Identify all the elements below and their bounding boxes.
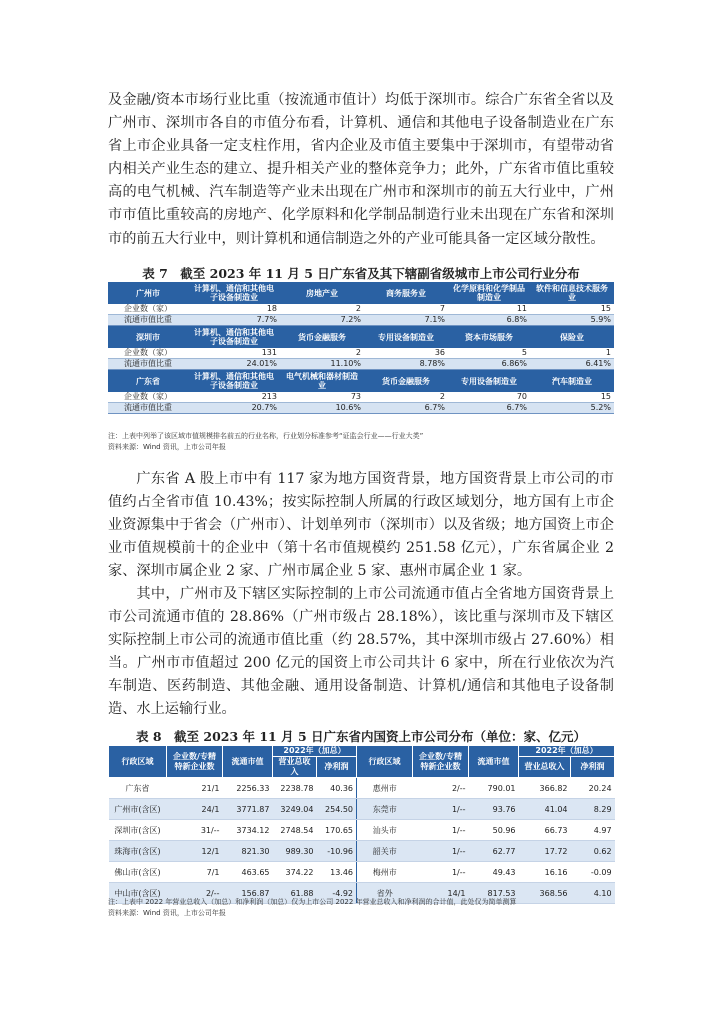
t8-h-revenue: 营业总收入	[273, 757, 317, 778]
t7-count-row	[108, 304, 614, 315]
t8-cell: 7/1	[167, 862, 223, 883]
t8-cell: 广东省	[109, 778, 167, 799]
t8-cell: 3249.04	[273, 799, 317, 820]
t8-cell: 1/--	[413, 841, 469, 862]
t8-cell: 821.30	[223, 841, 273, 862]
paragraph-3: 其中，广州市及下辖区实际控制的上市公司流通市值占全省地方国资背景上市公司流通市值的 28.86%（广州市级占 28.18%），该比重与深圳市及下辖区实际控制上市公司的流通市值比重（约 28.57%，其中深圳市级占 27.60%）相当。广州市市值超过 200 亿元的国资上市公司共计 6 家中，所在行业依次为汽车制造、医药制造、其他金融、通用设备制造、计算机/通信和其他电子设备制造、水上运输行业。	[108, 586, 614, 718]
t7-count-row	[108, 348, 614, 359]
t7-count-row	[108, 392, 614, 403]
t8-cell: 13.46	[317, 862, 357, 883]
t7-industry: 计算机、通信和其他电子设备制造业	[188, 282, 280, 305]
table8-source: 资料来源：Wind 资讯，上市公司年报	[108, 909, 226, 917]
t7-industry: 专用设备制造业	[448, 370, 530, 393]
t8-h-region-2: 行政区域	[357, 746, 413, 778]
t7-industry: 电气机械和器材制造业	[280, 370, 364, 393]
table-row	[109, 820, 615, 841]
t7-count: 15	[530, 304, 614, 315]
t7-count-label: 企业数（家）	[108, 348, 188, 359]
t8-cell: 49.43	[469, 862, 519, 883]
t7-region: 广州市	[108, 282, 188, 305]
t7-ratio-row	[108, 315, 614, 326]
t8-cell: 989.30	[273, 841, 317, 862]
table-row	[109, 799, 615, 820]
t8-cell: 1/--	[413, 820, 469, 841]
table-row	[109, 862, 615, 883]
t8-cell: 1/--	[413, 799, 469, 820]
t7-ratio-label: 流通市值比重	[108, 403, 188, 414]
t8-h-profit: 净利润	[317, 757, 357, 778]
t7-ratio: 6.41%	[530, 359, 614, 370]
t8-cell: -4.92	[317, 883, 357, 904]
t8-cell: 40.36	[317, 778, 357, 799]
t7-count: 2	[280, 304, 364, 315]
t8-cell: 深圳市(含区)	[109, 820, 167, 841]
t8-cell: 93.76	[469, 799, 519, 820]
t7-industry: 资本市场服务	[448, 326, 530, 349]
t7-industry: 计算机、通信和其他电子设备制造业	[188, 370, 280, 393]
t7-count: 2	[280, 348, 364, 359]
t7-count: 7	[364, 304, 448, 315]
t8-cell: 31/--	[167, 820, 223, 841]
t8-h-group-2: 2022年（加总）	[519, 746, 615, 757]
t7-ratio-row	[108, 359, 614, 370]
t8-cell: 254.50	[317, 799, 357, 820]
t8-cell: 8.29	[571, 799, 615, 820]
t8-cell: 21/1	[167, 778, 223, 799]
t7-industry: 商务服务业	[364, 282, 448, 305]
t7-count: 131	[188, 348, 280, 359]
t8-cell: 3734.12	[223, 820, 273, 841]
t7-count: 36	[364, 348, 448, 359]
table8-caption: 表 8 截至 2023 年 11 月 5 日广东省内国资上市公司分布（单位：家、亿元）	[135, 729, 587, 744]
t8-cell: 汕头市	[357, 820, 413, 841]
t8-cell: 4.97	[571, 820, 615, 841]
t7-ratio: 7.2%	[280, 315, 364, 326]
paragraph-1: 及金融/资本市场行业比重（按流通市值计）均低于深圳市。综合广东省全省以及广州市、深圳市各自的市值分布看，计算机、通信和其他电子设备制造业在广东省上市企业具备一定支柱作用，省内企业及市值主要集中于深圳市，有望带动省内相关产业生态的建立、提升相关产业的整体竞争力；此外，广东省市值比重较高的电气机械、汽车制造等产业未出现在广州市和深圳市的前五大行业中，广州市市值比重较高的房地产、化学原料和化学制品制造行业未出现在广东省和深圳市的前五大行业中，则计算机和通信制造之外的产业可能具备一定区域分散性。	[108, 92, 614, 247]
t8-h-mktcap-2: 流通市值	[469, 746, 519, 778]
t8-cell: 17.72	[519, 841, 571, 862]
t7-count: 70	[448, 392, 530, 403]
t7-industry: 计算机、通信和其他电子设备制造业	[188, 326, 280, 349]
t7-ratio: 5.2%	[530, 403, 614, 414]
t8-cell: 惠州市	[357, 778, 413, 799]
t8-cell: 61.88	[273, 883, 317, 904]
t8-cell: 梅州市	[357, 862, 413, 883]
t7-count: 1	[530, 348, 614, 359]
t7-industry: 保险业	[530, 326, 614, 349]
t8-cell: 12/1	[167, 841, 223, 862]
t8-cell: 4.10	[571, 883, 615, 904]
t8-h-group: 2022年（加总）	[273, 746, 357, 757]
t8-cell: -0.09	[571, 862, 615, 883]
table7-note: 注：上表中列举了该区域市值规模排名前五的行业名称，行业划分标准参考“证监会行业——行业大类”	[108, 432, 424, 440]
t7-count: 15	[530, 392, 614, 403]
t8-cell: 中山市(含区)	[109, 883, 167, 904]
t8-cell: 20.24	[571, 778, 615, 799]
t8-cell: 佛山市(含区)	[109, 862, 167, 883]
t8-cell: 41.04	[519, 799, 571, 820]
t8-cell: 东莞市	[357, 799, 413, 820]
t7-ratio: 7.7%	[188, 315, 280, 326]
t7-count: 5	[448, 348, 530, 359]
t7-header-row	[108, 326, 614, 349]
t7-count: 2	[364, 392, 448, 403]
t8-cell: 韶关市	[357, 841, 413, 862]
table8	[108, 745, 615, 904]
t7-ratio-row	[108, 403, 614, 414]
t7-count: 73	[280, 392, 364, 403]
t7-ratio: 6.8%	[448, 315, 530, 326]
t8-cell: 790.01	[469, 778, 519, 799]
t7-industry: 专用设备制造业	[364, 326, 448, 349]
t7-count-label: 企业数（家）	[108, 304, 188, 315]
t8-cell: 2748.54	[273, 820, 317, 841]
t7-ratio: 6.86%	[448, 359, 530, 370]
t8-h-profit-2: 净利润	[571, 757, 615, 778]
t7-industry: 房地产业	[280, 282, 364, 305]
t7-industry: 货币金融服务	[364, 370, 448, 393]
t8-cell: 省外	[357, 883, 413, 904]
t8-h-count-2: 企业数/专精特新企业数	[413, 746, 469, 778]
t8-cell: 50.96	[469, 820, 519, 841]
t8-cell: 广州市(含区)	[109, 799, 167, 820]
t7-ratio: 6.7%	[364, 403, 448, 414]
t8-cell: 14/1	[413, 883, 469, 904]
t7-industry: 化学原料和化学制品制造业	[448, 282, 530, 305]
t8-cell: 0.62	[571, 841, 615, 862]
t8-cell: 1/--	[413, 862, 469, 883]
t7-region: 广东省	[108, 370, 188, 393]
t7-ratio: 24.01%	[188, 359, 280, 370]
t8-cell: 463.65	[223, 862, 273, 883]
table-row	[109, 778, 615, 799]
table-row	[109, 841, 615, 862]
t8-cell: 16.16	[519, 862, 571, 883]
t8-cell: 817.53	[469, 883, 519, 904]
t8-cell: 2/--	[413, 778, 469, 799]
t7-header-row	[108, 370, 614, 393]
t8-h-region: 行政区域	[109, 746, 167, 778]
t8-cell: 368.56	[519, 883, 571, 904]
table7-source: 资料来源：Wind 资讯，上市公司年报	[108, 443, 226, 451]
t7-header-row	[108, 282, 614, 305]
t7-count: 11	[448, 304, 530, 315]
t7-ratio: 20.7%	[188, 403, 280, 414]
t8-cell: 366.82	[519, 778, 571, 799]
t8-cell: 珠海市(含区)	[109, 841, 167, 862]
t7-ratio: 11.10%	[280, 359, 364, 370]
t7-count: 18	[188, 304, 280, 315]
t7-ratio: 6.7%	[448, 403, 530, 414]
t8-cell: 24/1	[167, 799, 223, 820]
t7-ratio: 5.9%	[530, 315, 614, 326]
t8-cell: 170.65	[317, 820, 357, 841]
t8-cell: 156.87	[223, 883, 273, 904]
t8-cell: 2238.78	[273, 778, 317, 799]
t7-industry: 软件和信息技术服务业	[530, 282, 614, 305]
t8-cell: 2/--	[167, 883, 223, 904]
paragraph-2: 广东省 A 股上市中有 117 家为地方国资背景，地方国资背景上市公司的市值约占全省市值 10.43%；按实际控制人所属的行政区域划分，地方国有上市企业资源集中于省会（广州市）、计划单列市（深圳市）以及省级；地方国资上市企业市值规模前十的企业中（第十名市值规模约 251.58 亿元），广东省属企业 2 家、深圳市属企业 2 家、广州市属企业 5 家、惠州市属企业 1 家。	[108, 471, 614, 580]
t8-cell: 374.22	[273, 862, 317, 883]
t7-industry: 货币金融服务	[280, 326, 364, 349]
t7-industry: 汽车制造业	[530, 370, 614, 393]
t8-cell: 66.73	[519, 820, 571, 841]
t7-ratio-label: 流通市值比重	[108, 315, 188, 326]
t7-ratio: 7.1%	[364, 315, 448, 326]
t8-cell: -10.96	[317, 841, 357, 862]
table8-note: 注：上表中 2022 年营业总收入（加总）和净利润（加总）仅为上市公司 2022 年营业总收入和净利润的合计值，此处仅为简单测算	[108, 898, 517, 906]
t8-h-revenue-2: 营业总收入	[519, 757, 571, 778]
t7-ratio-label: 流通市值比重	[108, 359, 188, 370]
t8-cell: 62.77	[469, 841, 519, 862]
t8-h-count: 企业数/专精特新企业数	[167, 746, 223, 778]
t7-ratio: 8.78%	[364, 359, 448, 370]
t7-ratio: 10.6%	[280, 403, 364, 414]
t7-count-label: 企业数（家）	[108, 392, 188, 403]
t7-region: 深圳市	[108, 326, 188, 349]
t8-cell: 2256.33	[223, 778, 273, 799]
table7-caption: 表 7 截至 2023 年 11 月 5 日广东省及其下辖副省级城市上市公司行业分布	[142, 266, 580, 281]
table7	[108, 281, 614, 414]
t7-count: 213	[188, 392, 280, 403]
t8-h-mktcap: 流通市值	[223, 746, 273, 778]
t8-cell: 3771.87	[223, 799, 273, 820]
